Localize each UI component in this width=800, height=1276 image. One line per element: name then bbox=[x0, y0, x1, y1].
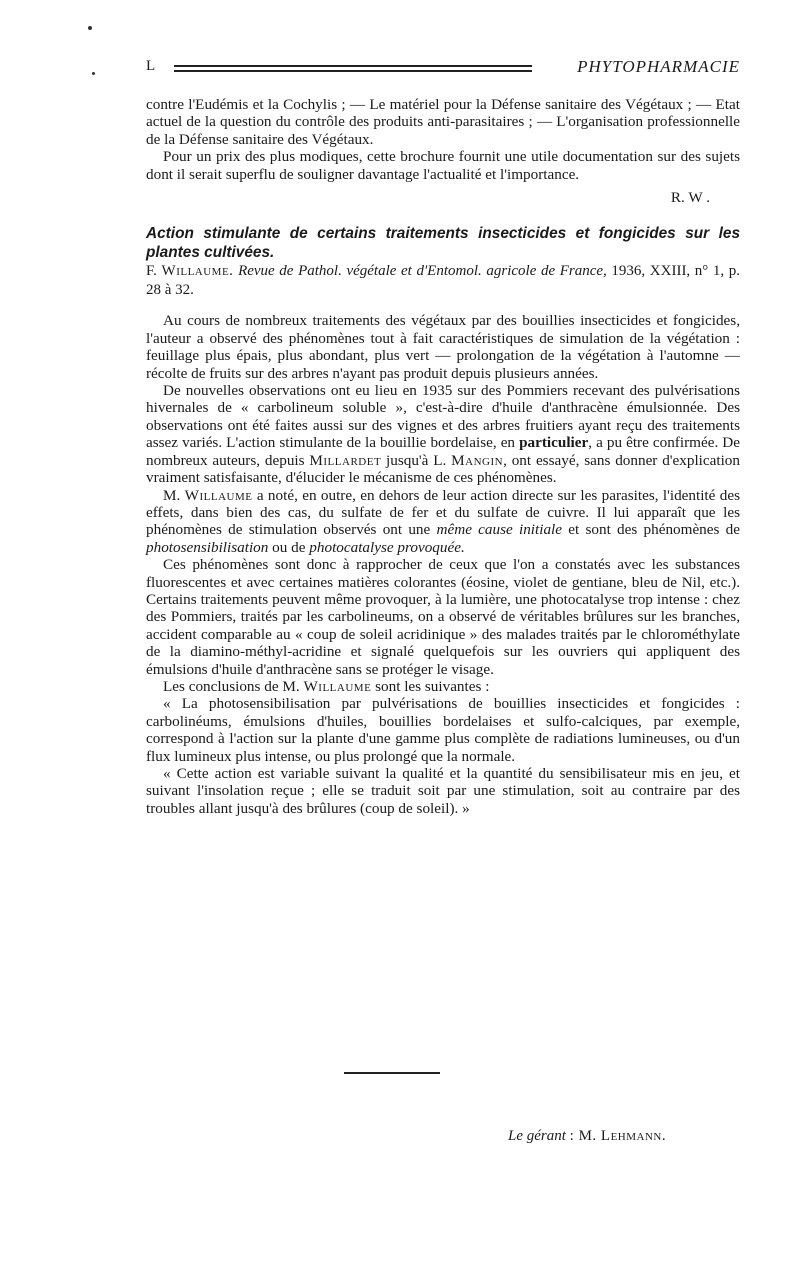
article-reference bbox=[146, 262, 740, 300]
text-run: Les conclusions de M. bbox=[163, 677, 304, 695]
author-name: Willaume bbox=[184, 486, 253, 504]
source-journal: Revue de Pathol. végétale et d'Entomol. agricole de France, bbox=[238, 263, 607, 280]
end-rule bbox=[344, 1072, 440, 1074]
italic-run: même cause initiale bbox=[436, 521, 563, 539]
bold-run: particulier bbox=[519, 434, 589, 452]
intro-paragraph-2: Pour un prix des plus modiques, cette brochure fournit une utile documentation sur des sujets dont il serait superflu de souligner davantage l'actualité et l'importance. bbox=[146, 148, 740, 183]
italic-run: photocatalyse provoquée. bbox=[309, 538, 465, 556]
text-run: De nouvelles observations ont eu lieu en 1935 sur des Pommiers recevant des pulvérisations hivernales de « carbolineum soluble », c'est-à-dire d'huile d'anthracène émulsionnée. Des observations ont été faites aussi sur des vignes et des arbres fruitiers ayant reçu des traitements assez variés. L'action stimulante de la bouillie bordelaise, en bbox=[146, 382, 740, 452]
running-head bbox=[146, 58, 740, 82]
text-run: a noté, en outre, en dehors de leur action directe sur les parasites, l'identité des effets, dans bien des cas, du sulfate de fer et du sulfate de cuivre. Il lui apparaît que les phénomènes de stimulation observés ont une bbox=[146, 486, 740, 539]
text-run: M. bbox=[163, 486, 185, 504]
author-initial: F. bbox=[146, 263, 157, 280]
review-signature: R. W . bbox=[670, 189, 710, 207]
intro-paragraph: contre l'Eudémis et la Cochylis ; — Le matériel pour la Défense sanitaire des Végétaux ; — Etat actuel de la question du contrôle des produits anti-parasitaires ; — L'organisation professionnelle de la Défense sanitaire des Végétaux. bbox=[146, 96, 740, 148]
header-double-rule bbox=[174, 65, 532, 72]
paragraph-5 bbox=[146, 678, 740, 695]
paragraph-7: « Cette action est variable suivant la qualité et la quantité du sensibilisateur mis en jeu, et suivant l'insolation reçue ; elle se traduit soit par une stimulation, soit au contraire par des troubles allant jusqu'à des brûlures (coup de soleil). » bbox=[146, 765, 740, 817]
author-name: Mangin bbox=[451, 451, 504, 469]
text-run: et sont des phénomènes de bbox=[562, 521, 741, 539]
paragraph-6: « La photosensibilisation par pulvérisations de bouillies insecticides et fongicides : carbolinéums, émulsions d'huiles, bouillies bordelaises et sulfo-calciques, par exemple, correspond à l'action sur la plante d'une gamme plus complète de radiations lumineuses, ou d'un flux lumineux plus intense, ou plus prolongé que la normale. bbox=[146, 695, 740, 765]
gerant-label: Le gérant bbox=[508, 1128, 566, 1144]
page-number: L bbox=[146, 58, 156, 74]
scan-speck bbox=[88, 26, 92, 30]
text-run: , ont essayé, sans donner d'explication vraiment satisfaisante, d'élucider le mécanisme de ces phénomènes. bbox=[146, 451, 740, 487]
text-body bbox=[146, 96, 740, 817]
paragraph-3 bbox=[146, 487, 740, 557]
journal-title: PHYTOPHARMACIE bbox=[577, 57, 740, 76]
text-run: ou de bbox=[268, 538, 310, 556]
paragraph-1: Au cours de nombreux traitements des végétaux par des bouillies insecticides et fongicides, l'auteur a observé des phénomènes tout à fait caractéristiques de simulation de la végétation : feuillage plus épais, plus abondant, plus vert — prolongation de la végétation à l'automne — récolte de fruits sur des arbres n'ayant pas produit depuis plusieurs années. bbox=[146, 312, 740, 382]
article-title: Action stimulante de certains traitements insecticides et fongicides sur les plantes cultivées. bbox=[146, 225, 740, 262]
gerant-name: : M. Lehmann. bbox=[569, 1128, 667, 1144]
text-run: jusqu'à L. bbox=[381, 451, 452, 469]
italic-run: photosensibilisation bbox=[146, 538, 269, 556]
paragraph-2 bbox=[146, 382, 740, 486]
paragraph-4: Ces phénomènes sont donc à rapprocher de ceux que l'on a constatés avec les substances fluorescentes et avec certaines matières colorantes (éosine, violet de gentiane, bleu de Nil, etc.). Certains traitements peuvent même provoquer, à la lumière, une photocatalyse trop intense : chez des Pommiers, traités par les carbolineums, on a observé de véritables brûlures sur les branches, accident comparable au « coup de soleil acridinique » des malades traités par le chlorométhylate de la diamino-méthyl-acridine et signalé quelquefois sur les ouvriers qui appliquent des émulsions d'huile d'anthracène sans se protéger le visage. bbox=[146, 556, 740, 678]
text-run: , a pu être confirmée. De nombreux auteurs, depuis bbox=[146, 434, 740, 469]
source-details: 1936, XXIII, n° 1, p. 28 à 32. bbox=[146, 263, 741, 299]
article-author: Willaume. bbox=[161, 263, 234, 280]
publisher-line bbox=[508, 1128, 666, 1145]
scan-speck bbox=[92, 72, 95, 75]
author-name: Millardet bbox=[309, 451, 382, 469]
text-run: sont les suivantes : bbox=[371, 677, 490, 695]
author-name: Willaume bbox=[303, 677, 372, 695]
